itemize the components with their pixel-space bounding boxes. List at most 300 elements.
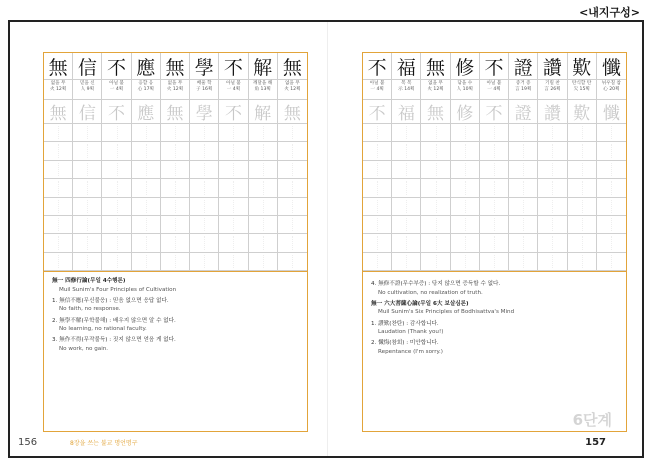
left-notes — [44, 271, 307, 353]
practice-cell[interactable] — [44, 234, 73, 252]
reading-cell — [509, 80, 538, 100]
char-cell — [219, 53, 248, 80]
reading-text: 닦을 수 — [457, 81, 473, 86]
practice-cell[interactable] — [568, 198, 597, 216]
practice-cell[interactable] — [451, 142, 480, 160]
reading-cell — [73, 80, 102, 100]
radical-text: 一 4획 — [487, 86, 501, 92]
practice-cell[interactable] — [363, 198, 392, 216]
stage-label: 6단계 — [572, 411, 612, 429]
trace-cell[interactable] — [190, 100, 219, 124]
practice-cell[interactable] — [219, 198, 248, 216]
note-item: 1. 無信不應(무신불응) : 믿음 없으면 응답 없다. — [52, 297, 169, 304]
hanja-char: 不 — [484, 56, 504, 79]
practice-cell[interactable] — [102, 124, 131, 142]
practice-cell[interactable] — [249, 234, 278, 252]
radical-text: 言 19획 — [515, 86, 532, 92]
practice-cell[interactable] — [132, 124, 161, 142]
reading-cell — [421, 80, 450, 100]
practice-cell[interactable] — [421, 253, 450, 271]
practice-cell[interactable] — [161, 253, 190, 271]
practice-cell[interactable] — [509, 124, 538, 142]
char-cell — [451, 53, 480, 80]
trace-cell[interactable] — [44, 100, 73, 124]
notes-heading: 無一 六大菩薩心論(무일 6大 보살심론) — [371, 300, 469, 307]
char-cell — [102, 53, 131, 80]
hanja-char: 學 — [194, 56, 214, 79]
note-item-en: No faith, no response. — [59, 306, 121, 313]
practice-cell[interactable] — [509, 142, 538, 160]
trace-cell[interactable] — [102, 100, 131, 124]
reading-cell — [190, 80, 219, 100]
practice-cell[interactable] — [363, 161, 392, 179]
practice-cell[interactable] — [190, 179, 219, 197]
practice-cell[interactable] — [161, 124, 190, 142]
practice-cell[interactable] — [161, 161, 190, 179]
practice-cell[interactable] — [568, 161, 597, 179]
trace-char: 不 — [108, 104, 126, 124]
practice-cell[interactable] — [73, 161, 102, 179]
section-label: <내지구성> — [579, 6, 640, 19]
reading-text: 배울 학 — [196, 81, 212, 86]
char-cell — [73, 53, 102, 80]
hanja-char: 解 — [253, 56, 273, 79]
practice-cell[interactable] — [219, 234, 248, 252]
practice-cell[interactable] — [421, 234, 450, 252]
practice-cell[interactable] — [219, 161, 248, 179]
reading-text: 없을 무 — [428, 81, 443, 86]
practice-cell[interactable] — [421, 124, 450, 142]
practice-cell[interactable] — [509, 234, 538, 252]
practice-cell[interactable] — [219, 142, 248, 160]
practice-cell[interactable] — [392, 179, 421, 197]
practice-cell[interactable] — [421, 179, 450, 197]
practice-cell[interactable] — [249, 216, 278, 234]
trace-char: 應 — [137, 104, 155, 124]
practice-cell[interactable] — [363, 124, 392, 142]
practice-cell[interactable] — [132, 198, 161, 216]
note-item: 1. 讚歎(찬탄) : 감사합니다. — [371, 320, 439, 327]
practice-cell[interactable] — [278, 142, 307, 160]
reading-cell — [161, 80, 190, 100]
trace-char: 不 — [485, 104, 503, 124]
practice-cell[interactable] — [161, 142, 190, 160]
practice-cell[interactable] — [73, 179, 102, 197]
hanja-char: 懺 — [601, 56, 621, 79]
trace-cell[interactable] — [480, 100, 509, 124]
reading-cell — [132, 80, 161, 100]
practice-cell[interactable] — [597, 124, 626, 142]
practice-cell[interactable] — [249, 179, 278, 197]
char-cell — [44, 53, 73, 80]
right-notes — [363, 271, 626, 356]
practice-cell[interactable] — [363, 234, 392, 252]
note-item-en: No cultivation, no realization of truth. — [378, 289, 483, 296]
practice-cell[interactable] — [44, 198, 73, 216]
reading-cell — [392, 80, 421, 100]
radical-text: 火 12획 — [49, 86, 67, 92]
practice-cell[interactable] — [73, 216, 102, 234]
practice-cell[interactable] — [132, 179, 161, 197]
reading-cell — [480, 80, 509, 100]
trace-char: 無 — [49, 104, 67, 124]
practice-cell[interactable] — [44, 179, 73, 197]
practice-cell[interactable] — [568, 216, 597, 234]
practice-cell[interactable] — [132, 161, 161, 179]
practice-cell[interactable] — [392, 198, 421, 216]
practice-cell[interactable] — [421, 161, 450, 179]
trace-cell[interactable] — [219, 100, 248, 124]
practice-cell[interactable] — [538, 124, 567, 142]
reading-cell — [597, 80, 626, 100]
practice-cell[interactable] — [597, 253, 626, 271]
practice-cell[interactable] — [451, 198, 480, 216]
char-cell — [597, 53, 626, 80]
practice-cell[interactable] — [597, 234, 626, 252]
practice-cell[interactable] — [219, 216, 248, 234]
practice-cell[interactable] — [480, 253, 509, 271]
reading-text: 증거 증 — [515, 81, 531, 86]
note-item-en: Laudation (Thank you!) — [378, 329, 444, 336]
practice-cell[interactable] — [363, 179, 392, 197]
practice-cell[interactable] — [102, 216, 131, 234]
practice-cell[interactable] — [480, 216, 509, 234]
radical-text: 人 9획 — [80, 86, 95, 92]
trace-char: 福 — [397, 104, 415, 124]
radical-text: 欠 15획 — [573, 86, 590, 92]
trace-char: 解 — [254, 104, 272, 124]
trace-cell[interactable] — [421, 100, 450, 124]
practice-cell[interactable] — [597, 142, 626, 160]
practice-cell[interactable] — [509, 253, 538, 271]
char-cell — [161, 53, 190, 80]
practice-cell[interactable] — [480, 234, 509, 252]
trace-cell[interactable] — [161, 100, 190, 124]
right-reading-row — [363, 80, 626, 100]
right-practice-frame — [362, 52, 627, 432]
practice-cell[interactable] — [102, 234, 131, 252]
practice-cell[interactable] — [568, 142, 597, 160]
reading-text: 복 복 — [401, 81, 412, 86]
trace-cell[interactable] — [451, 100, 480, 124]
right-char-row — [363, 53, 626, 80]
left-practice-blank-grid[interactable] — [44, 124, 307, 271]
practice-cell[interactable] — [278, 234, 307, 252]
practice-cell[interactable] — [44, 124, 73, 142]
practice-cell[interactable] — [538, 234, 567, 252]
hanja-char: 不 — [223, 56, 243, 79]
practice-cell[interactable] — [190, 142, 219, 160]
trace-cell[interactable] — [278, 100, 307, 124]
practice-cell[interactable] — [392, 124, 421, 142]
practice-cell[interactable] — [249, 253, 278, 271]
page-number-right: 157 — [585, 437, 606, 448]
trace-cell[interactable] — [509, 100, 538, 124]
reading-text: 아닐 불 — [109, 81, 124, 86]
practice-cell[interactable] — [421, 198, 450, 216]
practice-cell[interactable] — [451, 179, 480, 197]
practice-cell[interactable] — [249, 161, 278, 179]
practice-cell[interactable] — [538, 161, 567, 179]
radical-text: 子 16획 — [196, 86, 213, 92]
reading-text: 깨달을 해 — [253, 81, 273, 86]
practice-cell[interactable] — [161, 234, 190, 252]
reading-text: 탄식할 탄 — [572, 81, 592, 86]
hanja-char: 修 — [455, 56, 475, 79]
left-practice-frame — [43, 52, 308, 432]
practice-cell[interactable] — [132, 216, 161, 234]
practice-cell[interactable] — [219, 253, 248, 271]
trace-char: 修 — [456, 104, 474, 124]
hanja-char: 不 — [367, 56, 387, 79]
trace-char: 無 — [427, 104, 445, 124]
hanja-char: 無 — [426, 56, 446, 79]
radical-text: 心 20획 — [603, 86, 620, 92]
practice-cell[interactable] — [392, 234, 421, 252]
reading-cell — [219, 80, 248, 100]
practice-cell[interactable] — [363, 142, 392, 160]
practice-cell[interactable] — [480, 142, 509, 160]
practice-cell[interactable] — [190, 234, 219, 252]
practice-cell[interactable] — [451, 253, 480, 271]
note-item: 2. 無學不解(무학불해) : 배우지 않으면 알 수 없다. — [52, 317, 176, 324]
practice-cell[interactable] — [451, 161, 480, 179]
trace-char: 無 — [166, 104, 184, 124]
reading-text: 아닐 불 — [369, 81, 385, 86]
right-trace-row — [363, 100, 626, 124]
practice-cell[interactable] — [73, 234, 102, 252]
practice-cell[interactable] — [538, 142, 567, 160]
practice-cell[interactable] — [278, 253, 307, 271]
trace-char: 信 — [78, 104, 96, 124]
reading-cell — [538, 80, 567, 100]
practice-cell[interactable] — [102, 161, 131, 179]
char-cell — [249, 53, 278, 80]
practice-cell[interactable] — [509, 198, 538, 216]
practice-cell[interactable] — [568, 124, 597, 142]
practice-cell[interactable] — [451, 124, 480, 142]
practice-cell[interactable] — [132, 142, 161, 160]
left-char-row — [44, 53, 307, 80]
practice-cell[interactable] — [190, 216, 219, 234]
reading-text: 응할 응 — [138, 81, 154, 86]
practice-cell[interactable] — [102, 142, 131, 160]
practice-cell[interactable] — [278, 198, 307, 216]
practice-cell[interactable] — [73, 124, 102, 142]
practice-cell[interactable] — [278, 161, 307, 179]
radical-text: 人 10획 — [456, 86, 473, 92]
practice-cell[interactable] — [44, 216, 73, 234]
practice-cell[interactable] — [538, 179, 567, 197]
practice-cell[interactable] — [480, 179, 509, 197]
left-trace-row — [44, 100, 307, 124]
practice-cell[interactable] — [392, 161, 421, 179]
reading-text: 아닐 불 — [486, 81, 502, 86]
trace-char: 不 — [368, 104, 386, 124]
trace-cell[interactable] — [597, 100, 626, 124]
practice-cell[interactable] — [190, 198, 219, 216]
trace-char: 歎 — [573, 104, 591, 124]
char-cell — [132, 53, 161, 80]
trace-cell[interactable] — [538, 100, 567, 124]
practice-cell[interactable] — [219, 124, 248, 142]
practice-cell[interactable] — [278, 216, 307, 234]
reading-text: 기릴 찬 — [545, 81, 560, 86]
trace-char: 讚 — [543, 104, 561, 124]
page-gutter — [327, 22, 328, 456]
practice-cell[interactable] — [597, 179, 626, 197]
reading-text: 뉘우칠 참 — [601, 81, 621, 86]
left-reading-row — [44, 80, 307, 100]
trace-char: 懺 — [602, 104, 620, 124]
practice-cell[interactable] — [249, 124, 278, 142]
practice-cell[interactable] — [509, 161, 538, 179]
reading-text: 없을 무 — [167, 81, 183, 86]
notes-heading-en: Muil Sunim's Six Principles of Bodhisattva's Mind — [378, 309, 515, 316]
reading-cell — [249, 80, 278, 100]
radical-text: 火 12획 — [284, 86, 301, 92]
practice-cell[interactable] — [190, 161, 219, 179]
practice-cell[interactable] — [190, 253, 219, 271]
note-item: 3. 無作不得(무작불득) : 짓지 않으면 얻음 게 없다. — [52, 337, 176, 344]
char-cell — [190, 53, 219, 80]
practice-cell[interactable] — [568, 253, 597, 271]
practice-cell[interactable] — [278, 179, 307, 197]
practice-cell[interactable] — [219, 179, 248, 197]
radical-text: 火 12획 — [166, 86, 184, 92]
note-item-en: No learning, no rational faculty. — [59, 326, 147, 333]
practice-cell[interactable] — [161, 179, 190, 197]
practice-cell[interactable] — [44, 161, 73, 179]
reading-cell — [44, 80, 73, 100]
practice-cell[interactable] — [190, 124, 219, 142]
practice-cell[interactable] — [161, 216, 190, 234]
right-practice-blank-grid[interactable] — [363, 124, 626, 271]
practice-cell[interactable] — [451, 234, 480, 252]
trace-cell[interactable] — [73, 100, 102, 124]
practice-cell[interactable] — [421, 142, 450, 160]
practice-cell[interactable] — [278, 124, 307, 142]
hanja-char: 讚 — [542, 56, 562, 79]
reading-text: 없을 무 — [50, 81, 66, 86]
practice-cell[interactable] — [597, 161, 626, 179]
practice-cell[interactable] — [249, 142, 278, 160]
radical-text: 心 17획 — [137, 86, 154, 92]
practice-cell[interactable] — [102, 179, 131, 197]
radical-text: 言 26획 — [544, 86, 561, 92]
reading-cell — [102, 80, 131, 100]
hanja-char: 證 — [513, 56, 533, 79]
practice-cell[interactable] — [392, 253, 421, 271]
trace-char: 證 — [514, 104, 532, 124]
radical-text: 火 12획 — [427, 86, 444, 92]
practice-cell[interactable] — [509, 179, 538, 197]
trace-cell[interactable] — [132, 100, 161, 124]
book-title: 8장을 쓰는 불교 명언명구 — [70, 440, 138, 447]
reading-text: 아닐 불 — [226, 81, 241, 86]
practice-cell[interactable] — [538, 198, 567, 216]
page-number-left: 156 — [18, 437, 38, 448]
hanja-char: 不 — [107, 56, 127, 79]
practice-cell[interactable] — [480, 161, 509, 179]
char-cell — [392, 53, 421, 80]
char-cell — [421, 53, 450, 80]
radical-text: 角 13획 — [254, 86, 271, 92]
practice-cell[interactable] — [102, 198, 131, 216]
note-item: 2. 懺悔(참회) : 미안합니다. — [371, 340, 439, 347]
practice-cell[interactable] — [73, 198, 102, 216]
practice-cell[interactable] — [102, 253, 131, 271]
practice-cell[interactable] — [132, 234, 161, 252]
note-item-en: Repentance (I'm sorry.) — [378, 348, 443, 355]
practice-cell[interactable] — [73, 142, 102, 160]
practice-cell[interactable] — [132, 253, 161, 271]
practice-cell[interactable] — [451, 216, 480, 234]
practice-cell[interactable] — [509, 216, 538, 234]
practice-cell[interactable] — [568, 179, 597, 197]
trace-cell[interactable] — [392, 100, 421, 124]
hanja-char: 無 — [165, 56, 185, 79]
radical-text: 一 4획 — [370, 86, 384, 92]
char-cell — [480, 53, 509, 80]
practice-cell[interactable] — [363, 253, 392, 271]
practice-cell[interactable] — [249, 198, 278, 216]
practice-cell[interactable] — [161, 198, 190, 216]
hanja-char: 信 — [77, 56, 97, 79]
practice-cell[interactable] — [597, 198, 626, 216]
practice-cell[interactable] — [538, 253, 567, 271]
radical-text: 一 4획 — [226, 86, 241, 92]
char-cell — [363, 53, 392, 80]
char-cell — [568, 53, 597, 80]
practice-cell[interactable] — [44, 253, 73, 271]
hanja-char: 無 — [282, 56, 302, 79]
trace-cell[interactable] — [568, 100, 597, 124]
char-cell — [509, 53, 538, 80]
practice-cell[interactable] — [363, 216, 392, 234]
reading-text: 믿을 신 — [79, 81, 95, 86]
hanja-char: 福 — [396, 56, 416, 79]
practice-cell[interactable] — [44, 142, 73, 160]
practice-cell[interactable] — [597, 216, 626, 234]
practice-cell[interactable] — [392, 216, 421, 234]
reading-cell — [451, 80, 480, 100]
trace-char: 無 — [283, 104, 301, 124]
hanja-char: 應 — [136, 56, 156, 79]
practice-cell[interactable] — [73, 253, 102, 271]
notes-heading: 無一 四修行論(무일 4수행론) — [52, 278, 126, 285]
trace-char: 學 — [195, 104, 213, 124]
practice-cell[interactable] — [421, 216, 450, 234]
book-spread — [8, 20, 644, 458]
practice-cell[interactable] — [480, 198, 509, 216]
hanja-char: 歎 — [572, 56, 592, 79]
radical-text: 一 4획 — [109, 86, 124, 92]
char-cell — [278, 53, 307, 80]
reading-cell — [278, 80, 307, 100]
radical-text: 示 14획 — [398, 86, 415, 92]
reading-cell — [363, 80, 392, 100]
note-item-en: No work, no gain. — [59, 345, 109, 352]
practice-cell[interactable] — [568, 234, 597, 252]
trace-cell[interactable] — [363, 100, 392, 124]
practice-cell[interactable] — [392, 142, 421, 160]
notes-heading-en: Muil Sunim's Four Principles of Cultivation — [59, 286, 177, 293]
note-item: 4. 無修不證(무수부증) : 닦지 않으면 증득할 수 없다. — [371, 281, 501, 288]
trace-cell[interactable] — [249, 100, 278, 124]
practice-cell[interactable] — [538, 216, 567, 234]
practice-cell[interactable] — [480, 124, 509, 142]
